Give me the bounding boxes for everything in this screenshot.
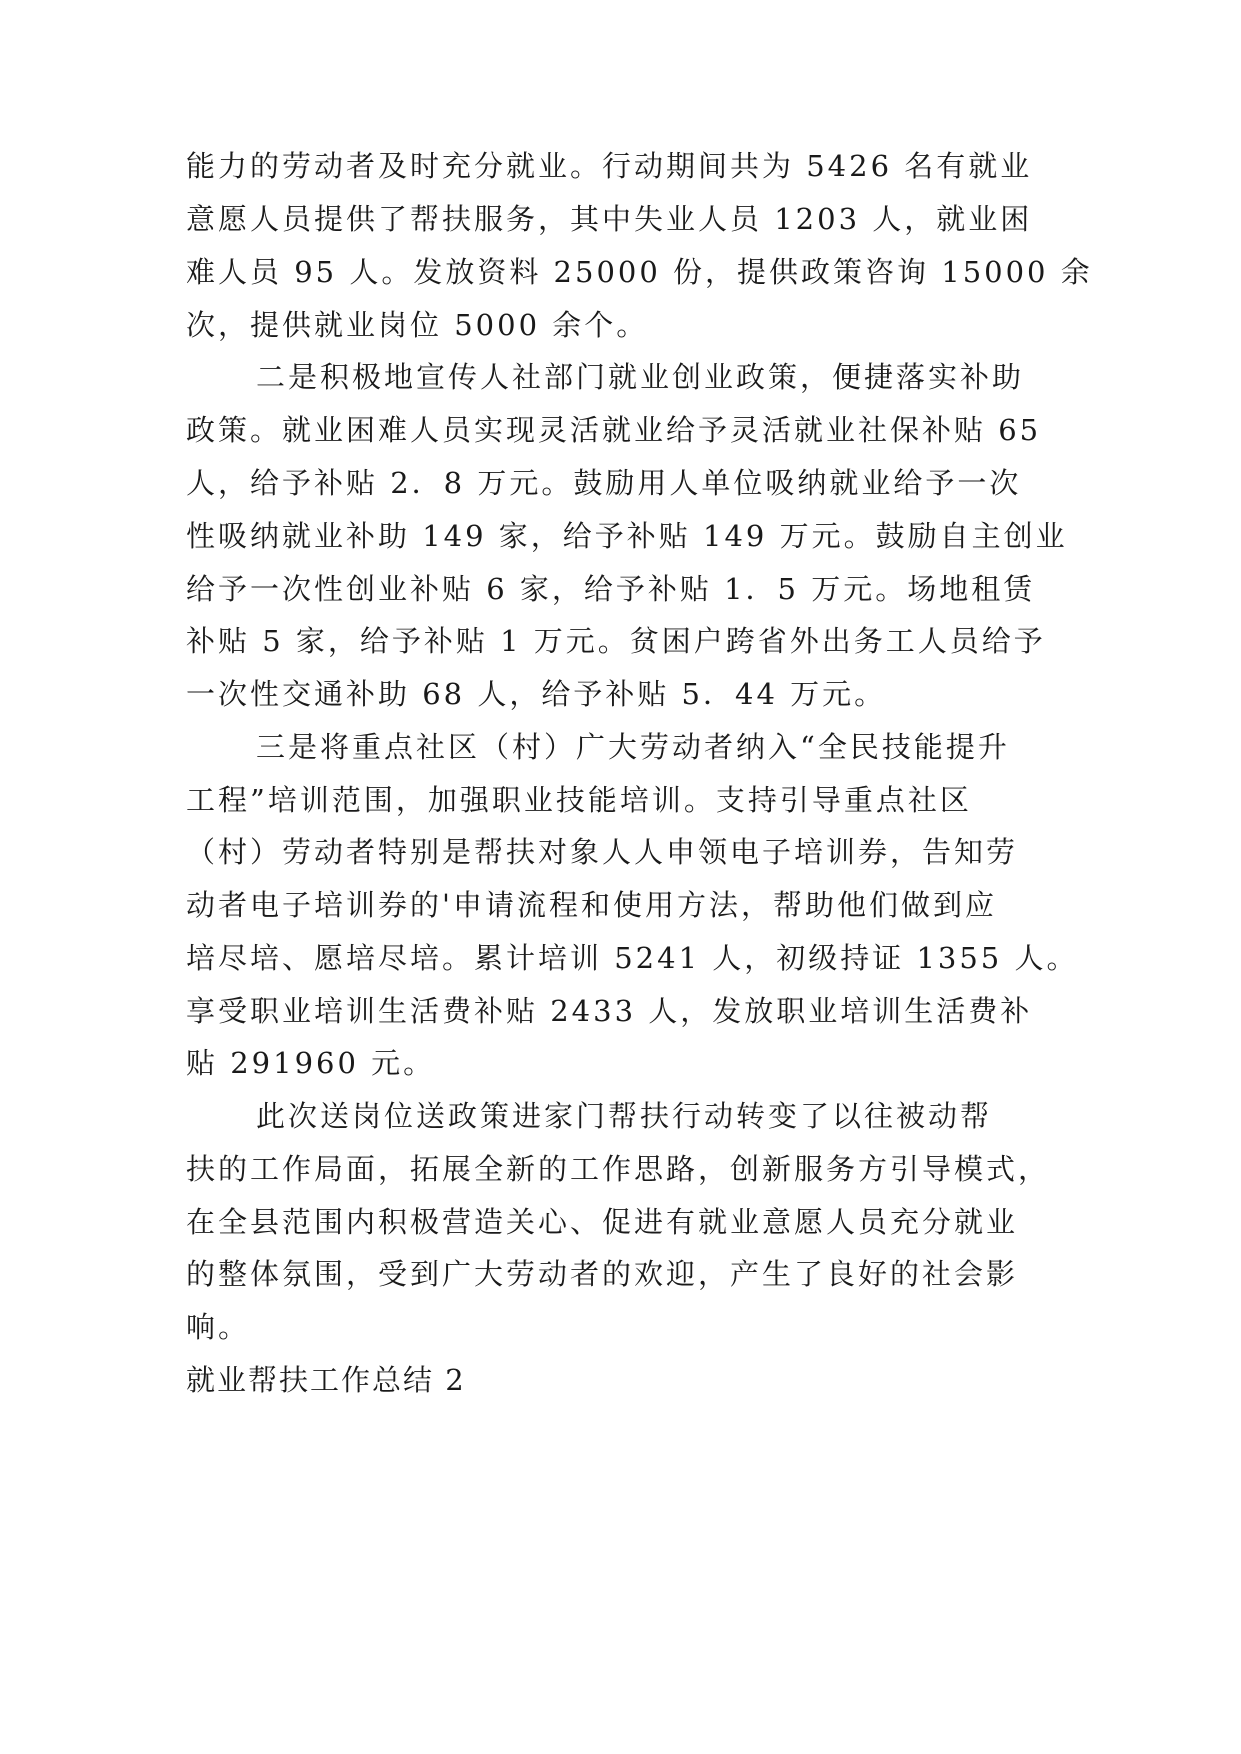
- text-line: 工程”培训范围，加强职业技能培训。支持引导重点社区: [186, 783, 972, 817]
- paragraph-first-line: 三是将重点社区（村）广大劳动者纳入“全民技能提升: [256, 730, 1010, 764]
- text-line: 享受职业培训生活费补贴 2433 人，发放职业培训生活费补: [186, 994, 1033, 1028]
- text-line: 响。: [186, 1310, 251, 1344]
- text-line: 政策。就业困难人员实现灵活就业给予灵活就业社保补贴 65: [186, 413, 1042, 447]
- paragraph-first-line: 此次送岗位送政策进家门帮扶行动转变了以往被动帮: [256, 1099, 993, 1133]
- text-line: 一次性交通补助 68 人，给予补贴 5．44 万元。: [186, 677, 887, 711]
- section-heading: 就业帮扶工作总结 2: [186, 1363, 466, 1397]
- text-line: 性吸纳就业补助 149 家，给予补贴 149 万元。鼓励自主创业: [186, 519, 1068, 553]
- text-line: 意愿人员提供了帮扶服务，其中失业人员 1203 人，就业困: [186, 202, 1033, 236]
- text-line: 培尽培、愿培尽培。累计培训 5241 人，初级持证 1355 人。: [186, 941, 1079, 975]
- text-line: 能力的劳动者及时充分就业。行动期间共为 5426 名有就业: [186, 149, 1033, 183]
- text-line: 给予一次性创业补贴 6 家，给予补贴 1．5 万元。场地租赁: [186, 572, 1036, 606]
- text-line: 难人员 95 人。发放资料 25000 份，提供政策咨询 15000 余: [186, 255, 1093, 289]
- text-line: 的整体氛围，受到广大劳动者的欢迎，产生了良好的社会影: [186, 1257, 1019, 1291]
- paragraph-first-line: 二是积极地宣传人社部门就业创业政策，便捷落实补助: [256, 360, 1025, 394]
- text-line: 在全县范围内积极营造关心、促进有就业意愿人员充分就业: [186, 1205, 1019, 1239]
- text-line: 次，提供就业岗位 5000 余个。: [186, 308, 649, 342]
- text-line: （村）劳动者特别是帮扶对象人人申领电子培训券，告知劳: [186, 835, 1019, 869]
- text-line: 人，给予补贴 2．8 万元。鼓励用人单位吸纳就业给予一次: [186, 466, 1022, 500]
- text-line: 扶的工作局面，拓展全新的工作思路，创新服务方引导模式，: [186, 1152, 1051, 1186]
- text-line: 动者电子培训券的'申请流程和使用方法，帮助他们做到应: [186, 888, 997, 922]
- text-line: 贴 291960 元。: [186, 1046, 436, 1080]
- text-line: 补贴 5 家，给予补贴 1 万元。贫困户跨省外出务工人员给予: [186, 624, 1046, 658]
